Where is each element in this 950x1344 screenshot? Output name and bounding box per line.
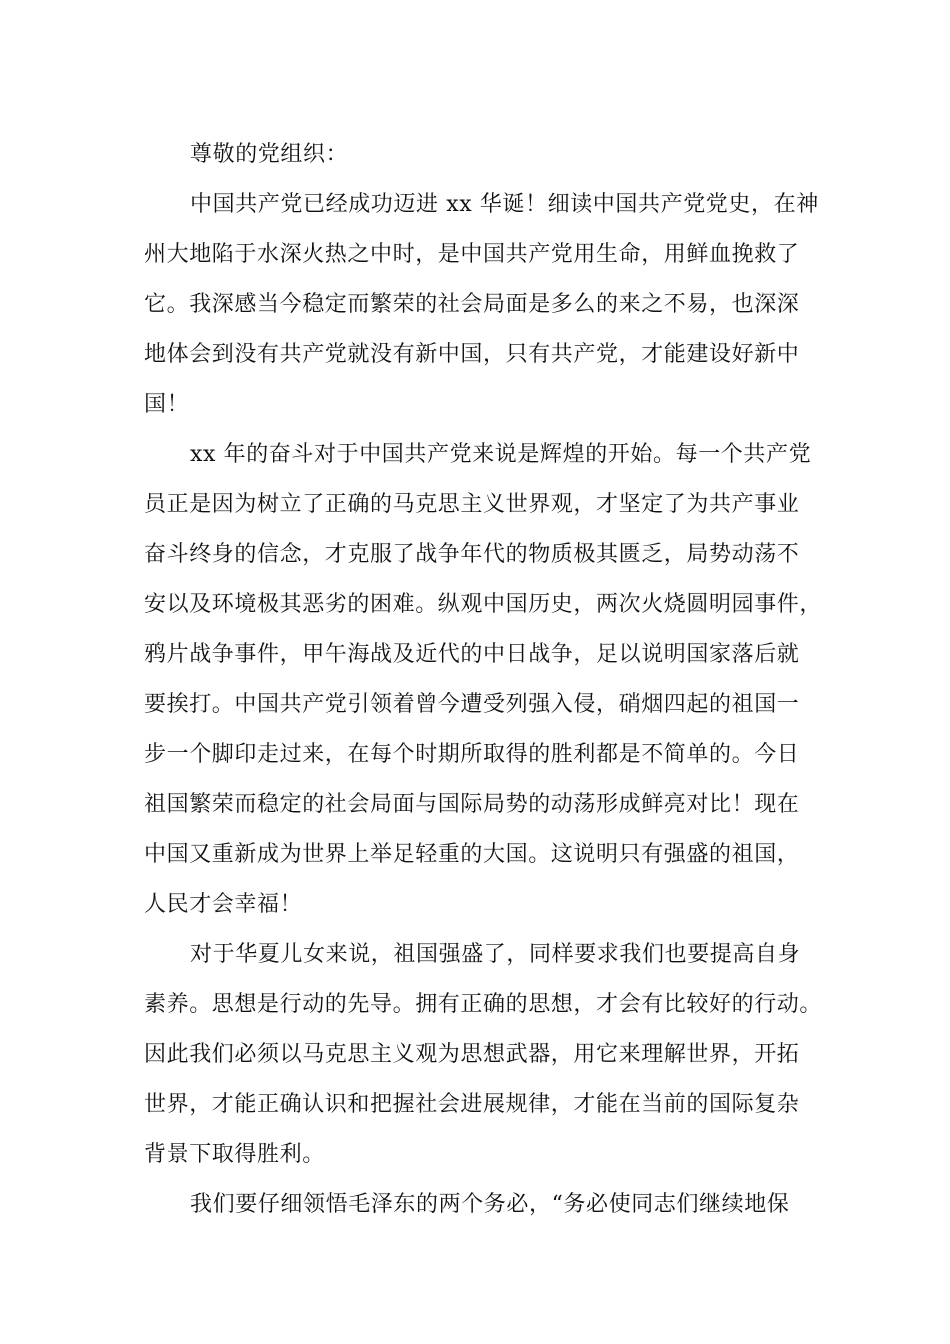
text-line: 国！ xyxy=(144,392,190,417)
text-line: 员正是因为树立了正确的马克思主义世界观，才坚定了为共产事业 xyxy=(144,492,800,517)
text-line: 祖国繁荣而稳定的社会局面与国际局势的动荡形成鲜亮对比！现在 xyxy=(144,792,800,817)
text-line: 奋斗终身的信念，才克服了战争年代的物质极其匮乏，局势动荡不 xyxy=(144,542,800,567)
text-line: 鸦片战争事件，甲午海战及近代的中日战争，足以说明国家落后就 xyxy=(144,642,800,667)
text-line: 素养。思想是行动的先导。拥有正确的思想，才会有比较好的行动。 xyxy=(144,992,823,1017)
text-line: 背景下取得胜利。 xyxy=(144,1142,325,1167)
text-line: 步一个脚印走过来，在每个时期所取得的胜利都是不简单的。今日 xyxy=(144,742,800,767)
text-line: 人民才会幸福！ xyxy=(144,892,303,917)
text-line: 中国共产党已经成功迈进 xx 华诞！细读中国共产党党史，在神 xyxy=(190,192,819,217)
salutation-line: 尊敬的党组织： xyxy=(190,142,349,167)
text-line: 它。我深感当今稳定而繁荣的社会局面是多么的来之不易，也深深 xyxy=(144,292,800,317)
letter-body xyxy=(144,130,823,1230)
text-line: 安以及环境极其恶劣的困难。纵观中国历史，两次火烧圆明园事件， xyxy=(144,592,823,617)
text-line: xx 年的奋斗对于中国共产党来说是辉煌的开始。每一个共产党 xyxy=(190,442,812,467)
text-line: 州大地陷于水深火热之中时，是中国共产党用生命，用鲜血挽救了 xyxy=(144,242,800,267)
text-line: 世界，才能正确认识和把握社会进展规律，才能在当前的国际复杂 xyxy=(144,1092,800,1117)
text-line: 地体会到没有共产党就没有新中国，只有共产党，才能建设好新中 xyxy=(144,342,800,367)
text-line: 我们要仔细领悟毛泽东的两个务必，“务必使同志们继续地保 xyxy=(190,1192,790,1217)
text-line: 对于华夏儿女来说，祖国强盛了，同样要求我们也要提高自身 xyxy=(190,942,801,967)
text-line: 中国又重新成为世界上举足轻重的大国。这说明只有强盛的祖国， xyxy=(144,842,800,867)
text-line: 因此我们必须以马克思主义观为思想武器，用它来理解世界，开拓 xyxy=(144,1042,800,1067)
text-line: 要挨打。中国共产党引领着曾今遭受列强入侵，硝烟四起的祖国一 xyxy=(144,692,800,717)
